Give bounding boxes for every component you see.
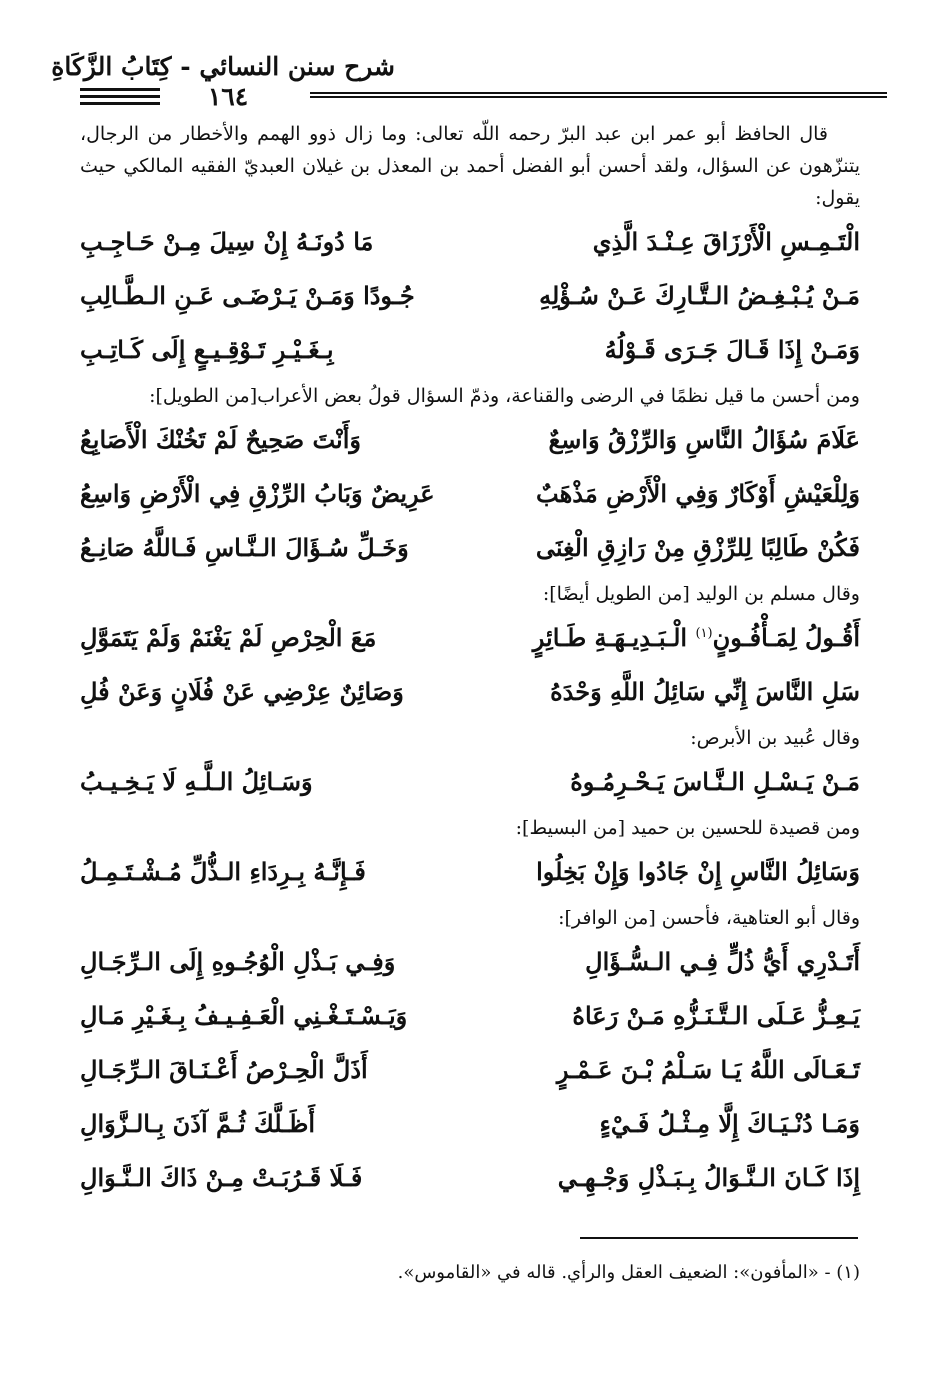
verse-first-hemistich: مَـنْ يُـبْـغِـضُ الـتَّـارِكَ عَـنْ سُـؤْلِهِ bbox=[539, 280, 860, 310]
verse-first-hemistich: أَتَـدْرِي أَيُّ ذُلٍّ فِـي الـسُّـؤَالِ bbox=[585, 946, 860, 976]
verse-first-hemistich: وَمَـنْ إِذَا قَـالَ جَـرَى قَـوْلُهُ bbox=[604, 334, 860, 364]
verse-second-hemistich: وَصَائِنٌ عِرْضِي عَنْ فُلَانٍ وَعَنْ فُلِ bbox=[80, 676, 404, 706]
verse-second-hemistich: وَخَـلِّ سُـؤَالَ الـنَّـاسِ فَـاللَّهُ صَانِـعُ bbox=[80, 532, 409, 562]
verse-line bbox=[80, 268, 860, 322]
verse-line bbox=[80, 322, 860, 376]
hemistich-part: أَقُـولُ لِمَـأْفُـونٍ bbox=[712, 622, 860, 652]
verse-line bbox=[80, 214, 860, 268]
running-header-title: شرح سنن النسائي - كِتَابُ الزَّكَاةِ bbox=[51, 52, 395, 81]
footnote-rule bbox=[580, 1237, 858, 1239]
verse-line bbox=[80, 844, 860, 898]
verse-line bbox=[80, 1042, 860, 1096]
header-bars bbox=[80, 88, 160, 109]
verse-second-hemistich: جُـودًا وَمَـنْ يَـرْضَـى عَـنِ الـطَّـالِبِ bbox=[80, 280, 415, 310]
verse-line bbox=[80, 988, 860, 1042]
verse-line bbox=[80, 754, 860, 808]
prose-paragraph: ومن أحسن ما قيل نظمًا في الرضى والقناعة، وذمّ السؤال قولُ بعض الأعراب[من الطويل]: bbox=[149, 385, 860, 407]
verse-first-hemistich: مَـنْ يَـسْـلِ الـنَّـاسَ يَـحْـرِمُـوهُ bbox=[570, 766, 860, 796]
prose-paragraph: قال الحافظ أبو عمر ابن عبد البرّ رحمه اللّه تعالى: وما زال ذوو الهمم والأخطار من الرجال، يتنزّهون عن السؤال، ولقد أحسن أبو الفضل أحمد بن المعذل بن غيلان العبديّ الفقيه المالكي حيث يقول: bbox=[80, 123, 860, 209]
hemistich-part: الْـبَـدِيـهَـةِ طَـائِرٍ bbox=[532, 622, 696, 652]
verse-second-hemistich: مَعَ الْحِرْصِ لَمْ يَغْنَمْ وَلَمْ يَتَمَوَّلِ bbox=[80, 622, 377, 652]
verse-second-hemistich: عَرِيضٌ وَبَابُ الرِّزْقِ فِي الْأَرْضِ وَاسِعُ bbox=[80, 478, 435, 508]
footnote: (١) - «المأفون»: الضعيف العقل والرأي. قاله في «القاموس». bbox=[397, 1262, 860, 1283]
verse-first-hemistich bbox=[490, 623, 860, 652]
verse-first-hemistich: وَمَـا دُنْـيَـاكَ إِلَّا مِـثْـلُ فَـيْءٍ bbox=[599, 1108, 860, 1138]
prose-paragraph: وقال أبو العتاهية، فأحسن [من الوافر]: bbox=[558, 907, 860, 929]
verse-second-hemistich: وَأَنْتَ صَحِيحٌ لَمْ تَخُنْكَ الْأَصَابِعُ bbox=[80, 424, 361, 454]
verse-second-hemistich: وَفِـي بَـذْلِ الْوُجُـوهِ إِلَى الـرِّجَـالِ bbox=[80, 946, 396, 976]
verse-line bbox=[80, 1150, 860, 1204]
verse-first-hemistich: فَكُنْ طَالِبًا لِلرِّزْقِ مِنْ رَازِقِ الْغِنَى bbox=[535, 532, 860, 562]
verse-line bbox=[80, 466, 860, 520]
header-page-block bbox=[80, 84, 310, 110]
verse-second-hemistich: بِـغَـيْـرِ تَـوْقِـيـعٍ إِلَى كَـاتِـبِ bbox=[80, 334, 334, 364]
verse-second-hemistich: أَظَـلَّكَ ثُـمَّ آذَنَ بِـالـزَّوَالِ bbox=[80, 1108, 316, 1138]
verse-first-hemistich: سَلِ النَّاسَ إِنِّي سَائِلُ اللَّهِ وَحْدَهُ bbox=[550, 676, 860, 706]
verse-first-hemistich: الْتَـمِـسِ الْأَرْزَاقَ عِـنْـدَ الَّذِي bbox=[592, 226, 860, 256]
verse-line bbox=[80, 520, 860, 574]
verse-line bbox=[80, 664, 860, 718]
prose-paragraph: وقال عُبيد بن الأبرص: bbox=[690, 727, 860, 749]
verse-line bbox=[80, 934, 860, 988]
verse-first-hemistich: عَلَامَ سُؤَالُ النَّاسِ وَالرِّزْقُ وَاسِعٌ bbox=[548, 424, 860, 454]
verse-second-hemistich: وَسَـائِلُ الـلَّـهِ لَا يَـخِـيـبُ bbox=[80, 766, 313, 796]
verse-second-hemistich: أَذَلَّ الْحِـرْصُ أَعْـنَـاقَ الـرِّجَـالِ bbox=[80, 1054, 368, 1084]
footnote-marker: (١) bbox=[695, 625, 713, 641]
verse-line bbox=[80, 610, 860, 664]
verse-second-hemistich: وَيَـسْـتَـغْـنِي الْعَـفِـيـفُ بِـغَـيْرِ مَـالِ bbox=[80, 1000, 408, 1030]
verse-first-hemistich: إِذَا كَـانَ الـنَّـوَالُ بِـبَـذْلِ وَجْـهِـي bbox=[557, 1162, 860, 1192]
page-number: ١٦٤ bbox=[207, 82, 249, 111]
verse-line bbox=[80, 412, 860, 466]
prose-paragraph: ومن قصيدة للحسين بن حميد [من البسيط]: bbox=[515, 817, 860, 839]
verse-first-hemistich: يَـعِـزُّ عَـلَى الـتَّـنَـزُّهِ مَـنْ رَعَاهُ bbox=[572, 1000, 860, 1030]
page-body bbox=[80, 118, 860, 1204]
prose-paragraph: وقال مسلم بن الوليد [من الطويل أيضًا]: bbox=[542, 583, 860, 605]
verse-line bbox=[80, 1096, 860, 1150]
verse-second-hemistich: فَـإِنَّـهُ بِـرِدَاءِ الـذُّلِّ مُـشْـتَـمِـلُ bbox=[80, 856, 366, 886]
verse-first-hemistich: تَـعَـالَى اللَّهُ يَـا سَـلْمُ بْـنَ عَـمْـرٍ bbox=[556, 1054, 860, 1084]
verse-first-hemistich: وَلِلْعَيْشِ أَوْكَارٌ وَفِي الْأَرْضِ مَذْهَبٌ bbox=[536, 478, 860, 508]
verse-first-hemistich: وَسَائِلُ النَّاسِ إِنْ جَادُوا وَإِنْ بَخِلُوا bbox=[536, 856, 860, 886]
verse-second-hemistich: فَـلَا قَـرُبَـتْ مِـنْ ذَاكَ الـنَّـوَالِ bbox=[80, 1162, 363, 1192]
verse-second-hemistich: مَا دُونَـهُ إِنْ سِيلَ مِـنْ حَـاجِـبِ bbox=[80, 226, 374, 256]
